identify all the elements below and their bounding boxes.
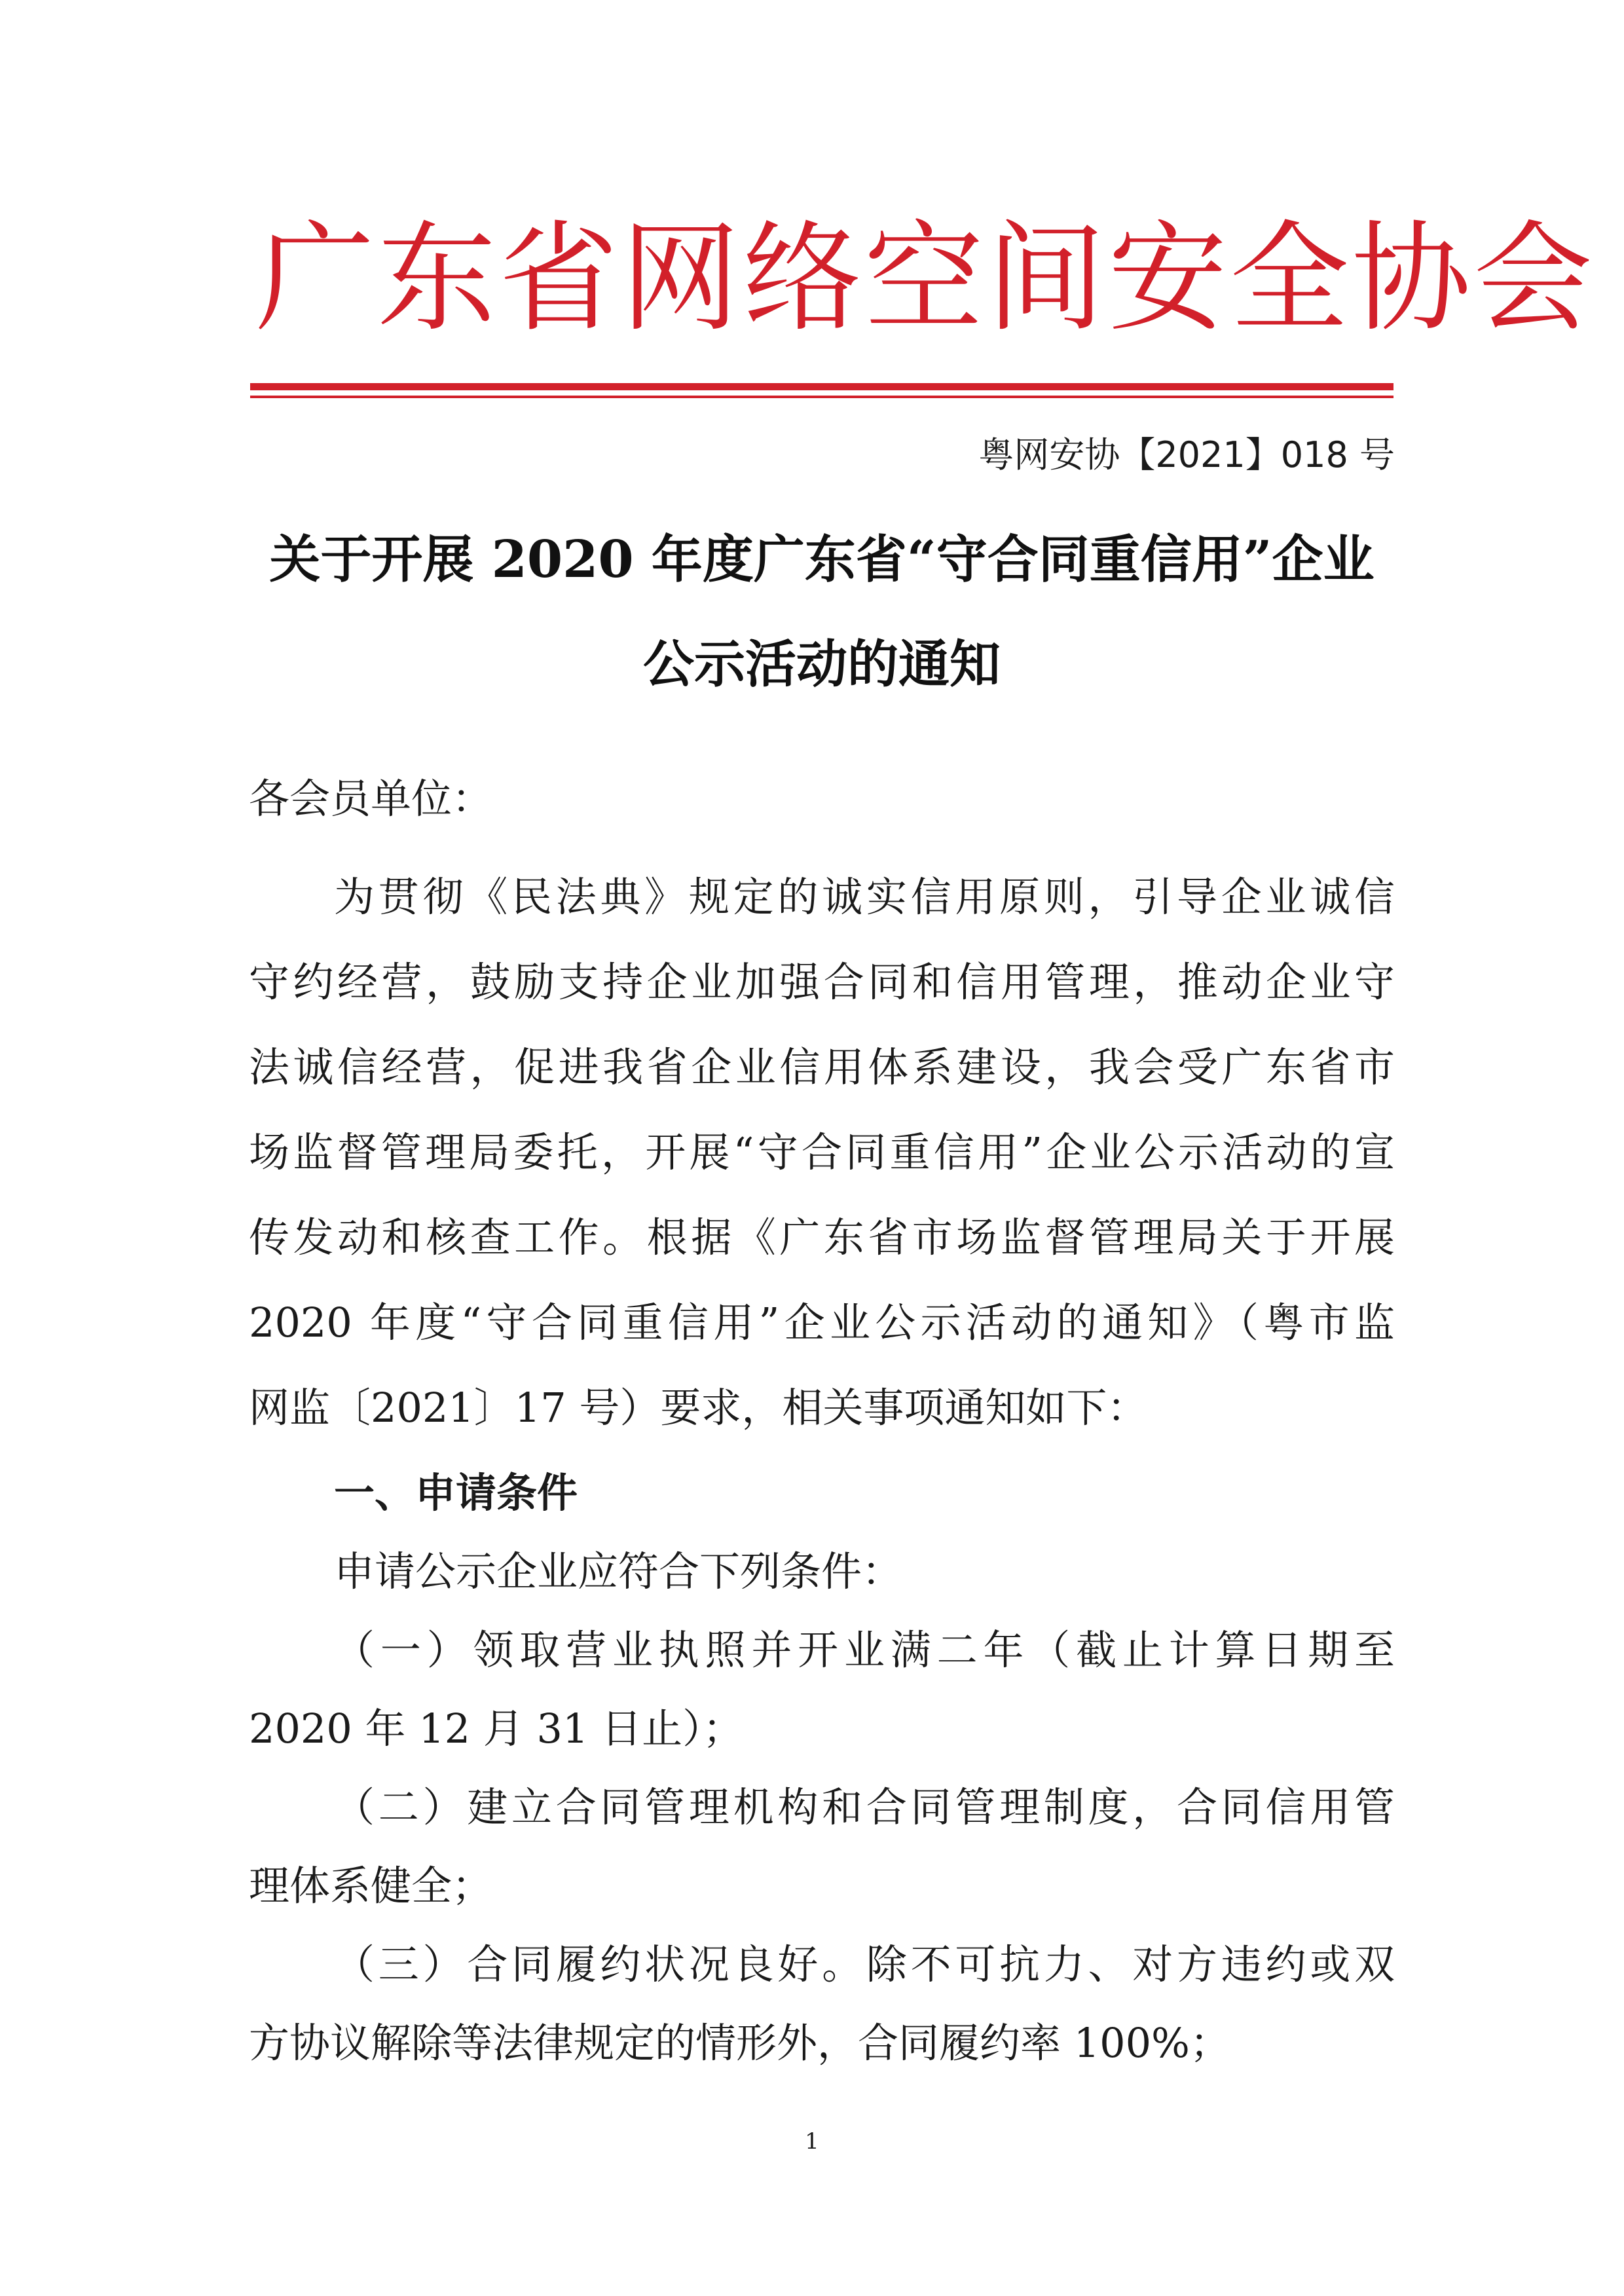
intro-line-4: 场监督管理局委托，开展“守合同重信用”企业公示活动的宣 [249,1128,1395,1176]
intro-line-5: 传发动和核查工作。根据《广东省市场监督管理局关于开展 [249,1213,1395,1261]
intro-line-7: 网监〔2021〕17 号）要求，相关事项通知如下： [249,1384,1148,1432]
notice-title-line-1: 关于开展 2020 年度广东省“守合同重信用”企业 [269,530,1375,589]
section-heading-conditions: 一、申请条件 [334,1469,578,1517]
header-rule-thick [250,383,1393,390]
condition-3-line-1: （三）合同履约状况良好。除不可抗力、对方违约或双 [334,1940,1395,1988]
intro-line-2: 守约经营，鼓励支持企业加强合同和信用管理，推动企业守 [249,958,1395,1006]
document-number: 粤网安协【2021】018 号 [978,434,1395,475]
organization-title: 广东省网络空间安全协会 [255,209,1595,348]
section-lead: 申请公示企业应符合下列条件： [334,1547,903,1595]
condition-1-line-2: 2020 年 12 月 31 日止）； [249,1705,744,1752]
condition-3-line-2: 方协议解除等法律规定的情形外，合同履约率 100%； [249,2019,1230,2067]
intro-line-6: 2020 年度“守合同重信用”企业公示活动的通知》（粤市监 [249,1299,1395,1346]
intro-line-3: 法诚信经营，促进我省企业信用体系建设，我会受广东省市 [249,1043,1395,1091]
salutation: 各会员单位： [249,775,493,823]
intro-line-1: 为贯彻《民法典》规定的诚实信用原则，引导企业诚信 [334,873,1395,921]
page-number: 1 [805,2128,819,2155]
condition-1-line-1: （一）领取营业执照并开业满二年（截止计算日期至 [334,1626,1395,1674]
header-rule-thin [250,396,1393,398]
condition-2-line-2: 理体系健全； [249,1862,493,1910]
condition-2-line-1: （二）建立合同管理机构和合同管理制度，合同信用管 [334,1783,1395,1831]
notice-title-line-2: 公示活动的通知 [642,635,1001,694]
